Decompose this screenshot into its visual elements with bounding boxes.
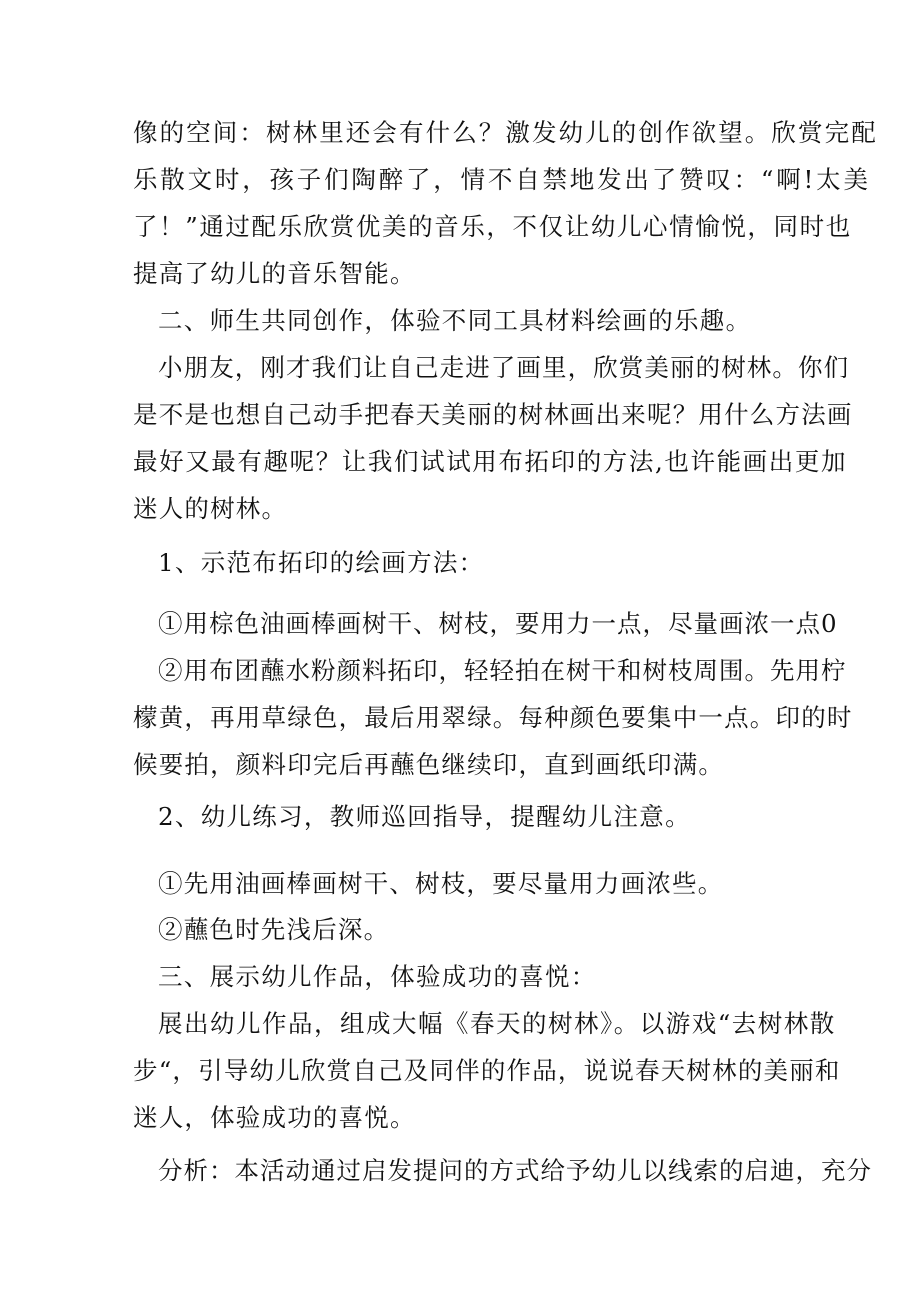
text-line: 像的空间：树林里还会有什么？激发幼儿的创作欲望。欣赏完配 <box>133 118 878 147</box>
text-line: 了！”通过配乐欣赏优美的音乐，不仅让幼儿心情愉悦，同时也 <box>133 212 852 241</box>
text-line: 提高了幼儿的音乐智能。 <box>133 259 416 288</box>
list-item: ①用棕色油画棒画树干、树枝，要用力一点，尽量画浓一点0 <box>158 609 838 638</box>
section-heading: 三、展示幼儿作品，体验成功的喜悦： <box>158 962 597 991</box>
list-item: ②用布团蘸水粉颜料拓印，轻轻拍在树干和树枝周围。先用柠 <box>158 656 847 685</box>
text-line: 迷人，体验成功的喜悦。 <box>133 1103 416 1132</box>
text-line: 小朋友，刚才我们让自己走进了画里，欣赏美丽的树林。你们 <box>158 353 850 382</box>
text-line: 步“，引导幼儿欣赏自己及同伴的作品，说说春天树林的美丽和 <box>133 1056 841 1085</box>
list-item: ②蘸色时先浅后深。 <box>158 915 390 944</box>
sub-heading: 1、示范布拓印的绘画方法： <box>158 548 485 577</box>
text-line: 候要拍，颜料印完后再蘸色继续印，直到画纸印满。 <box>133 750 725 779</box>
list-item: ①先用油画棒画树干、树枝，要尽量用力画浓些。 <box>158 869 724 898</box>
text-line: 分析：本活动通过启发提问的方式给予幼儿以线索的启迪，充分 <box>158 1156 872 1185</box>
section-heading: 二、师生共同创作，体验不同工具材料绘画的乐趣。 <box>158 306 752 335</box>
text-line: 最好又最有趣呢？让我们试试用布拓印的方法,也许能画出更加 <box>133 447 848 476</box>
text-line: 迷人的树林。 <box>133 494 288 523</box>
text-line: 乐散文时，孩子们陶醉了，情不自禁地发出了赞叹：“啊!太美 <box>133 165 871 194</box>
text-line: 展出幼儿作品，组成大幅《春天的树林》。以游戏“去树林散 <box>158 1009 836 1038</box>
text-line: 是不是也想自己动手把春天美丽的树林画出来呢？用什么方法画 <box>133 400 853 429</box>
sub-heading: 2、幼儿练习，教师巡回指导，提醒幼儿注意。 <box>158 802 691 831</box>
text-line: 檬黄，再用草绿色，最后用翠绿。每种颜色要集中一点。印的时 <box>133 703 853 732</box>
